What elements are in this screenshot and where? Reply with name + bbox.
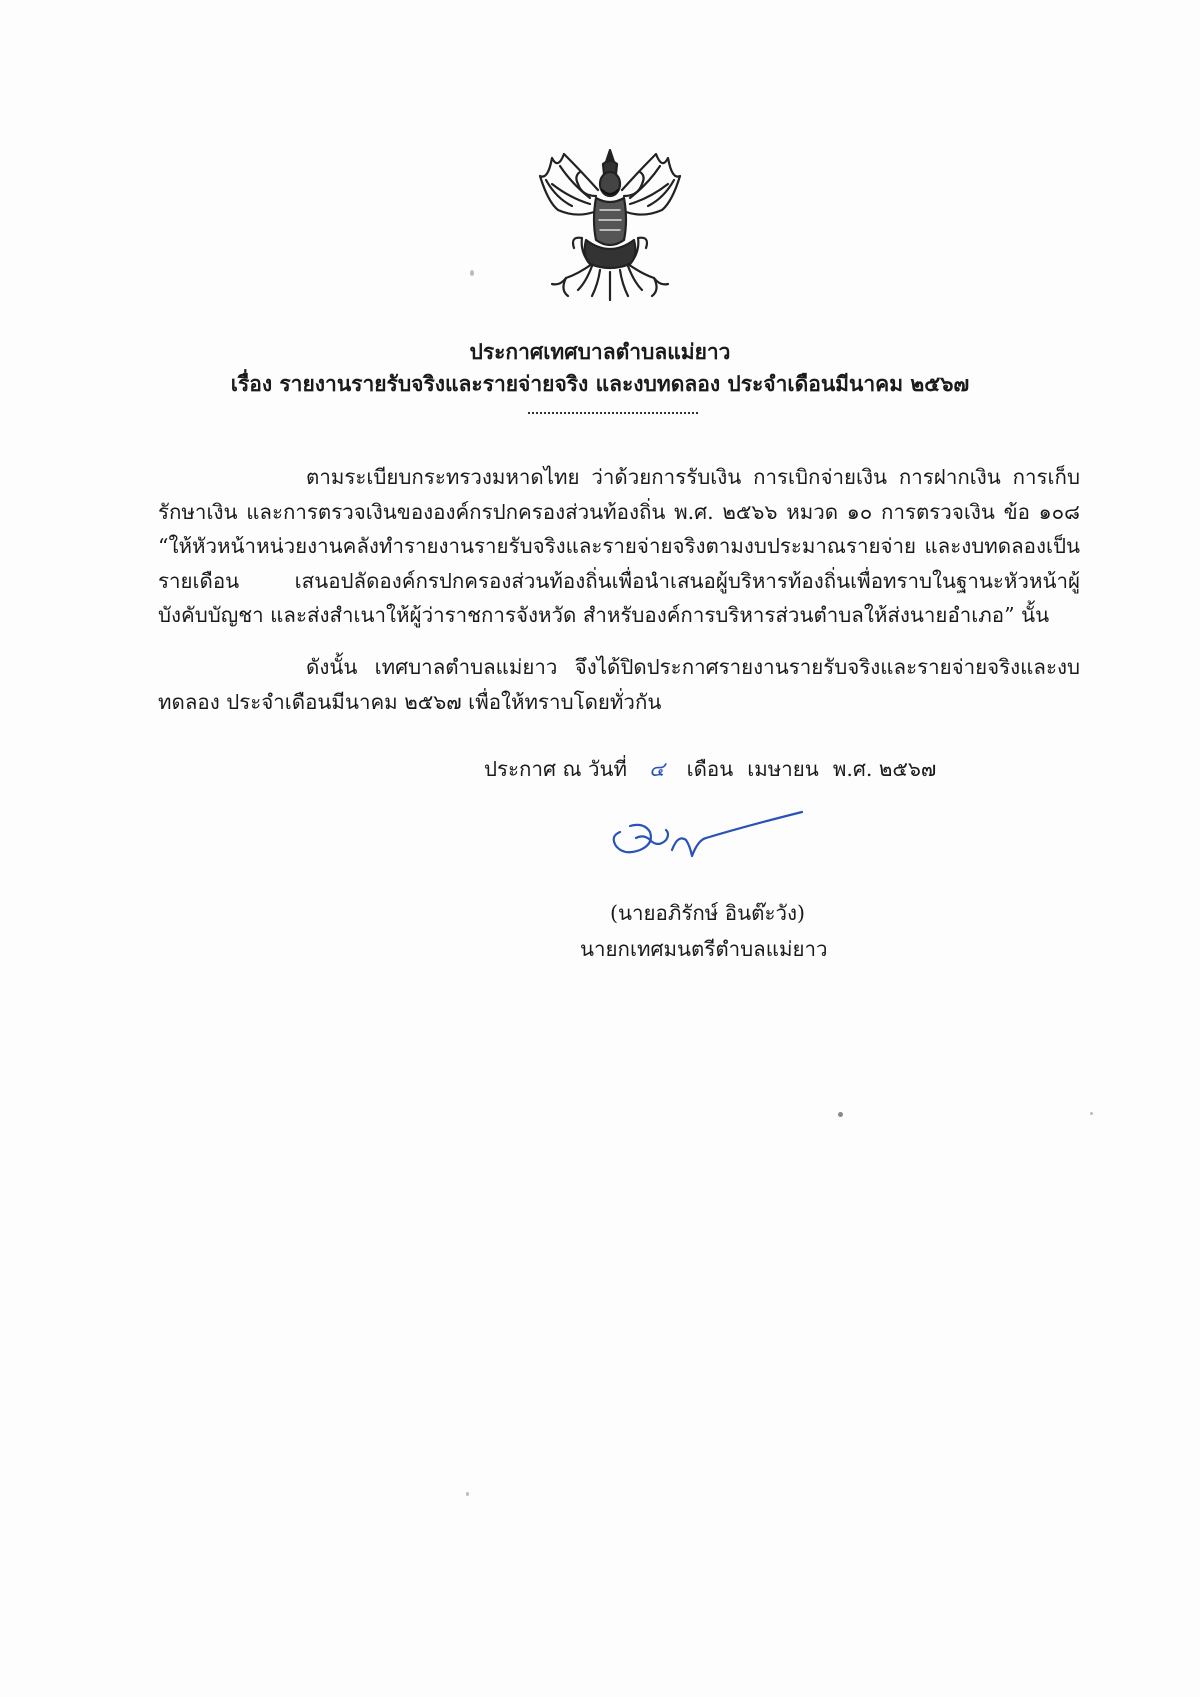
body-paragraph-2: ดังนั้น เทศบาลตำบลแม่ยาว จึงได้ปิดประกาศรายงานรายรับจริงและรายจ่ายจริงและงบทดลอง ประจำเดือนมีนาคม ๒๕๖๗ เพื่อให้ทราบโดยทั่วกัน	[158, 655, 1080, 714]
date-year: พ.ศ. ๒๕๖๗	[832, 757, 937, 781]
date-month: เมษายน	[747, 757, 819, 781]
date-month-label: เดือน	[686, 757, 734, 781]
date-prefix: ประกาศ ณ วันที่	[484, 757, 628, 781]
garuda-emblem-icon	[530, 140, 690, 310]
scan-speck	[466, 1492, 469, 1496]
handwritten-signature	[606, 810, 806, 870]
body-paragraph-1: ตามระเบียบกระทรวงมหาดไทย ว่าด้วยการรับเงิน การเบิกจ่ายเงิน การฝากเงิน การเก็บรักษาเงิน และการตรวจเงินขององค์กรปกครองส่วนท้องถิ่น พ.ศ. ๒๕๖๖ หมวด ๑๐ การตรวจเงิน ข้อ ๑๐๘ “ให้หัวหน้าหน่วยงานคลังทำรายงานรายรับจริงและรายจ่ายจริงตามงบประมาณรายจ่าย และงบทดลองเป็นรายเดือน เสนอปลัดองค์กรปกครองส่วนท้องถิ่นเพื่อนำเสนอผู้บริหารท้องถิ่นเพื่อทราบในฐานะหัวหน้าผู้บังคับบัญชา และส่งสำเนาให้ผู้ว่าราชการจังหวัด สำหรับองค์การบริหารส่วนตำบลให้ส่งนายอำเภอ” นั้น	[158, 465, 1080, 627]
scan-speck	[1090, 1112, 1093, 1115]
announcement-subject: เรื่อง รายงานรายรับจริงและรายจ่ายจริง และงบทดลอง ประจำเดือนมีนาคม ๒๕๖๗	[230, 371, 970, 396]
scan-speck	[838, 1112, 843, 1117]
title-divider	[528, 412, 698, 414]
signer-name: (นายอภิรักษ์ อินต๊ะวัง)	[610, 901, 805, 925]
scan-speck	[470, 270, 474, 276]
announcement-date-line	[484, 752, 936, 786]
date-day: ๔	[649, 757, 665, 781]
signer-position: นายกเทศมนตรีตำบลแม่ยาว	[580, 937, 828, 961]
announcement-title: ประกาศเทศบาลตำบลแม่ยาว	[469, 339, 731, 364]
